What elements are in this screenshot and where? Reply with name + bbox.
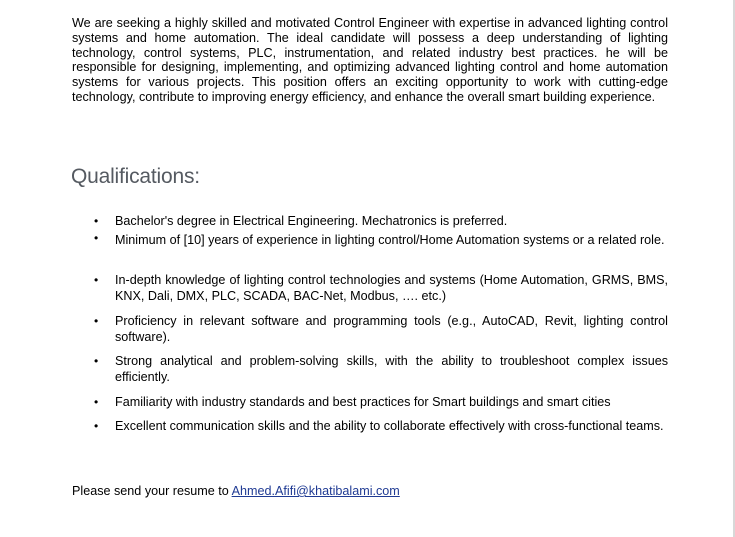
- qualification-text: Proficiency in relevant software and programming tools (e.g., AutoCAD, Revit, lighting control software).: [115, 314, 668, 344]
- contact-line: [72, 484, 400, 499]
- qualification-item: [94, 419, 668, 435]
- qualification-item: [94, 231, 668, 249]
- qualification-item: [94, 214, 668, 230]
- qualification-text: Minimum of [10] years of experience in lighting control/Home Automation systems or a related role.: [115, 233, 665, 247]
- qualification-item: [94, 314, 668, 345]
- qualifications-heading: Qualifications:: [71, 165, 200, 188]
- bullet-icon: •: [94, 231, 99, 245]
- intro-paragraph: We are seeking a highly skilled and motivated Control Engineer with expertise in advanced lighting control systems and home automation. The ideal candidate will possess a deep understanding of lighting technology, control systems, PLC, instrumentation, and related industry best practices. he will be responsible for designing, implementing, and optimizing advanced lighting control and home automation systems for various projects. This position offers an exciting opportunity to work with cutting-edge technology, contribute to improving energy efficiency, and enhance the overall smart building experience.: [72, 16, 668, 104]
- bullet-icon: •: [94, 354, 99, 368]
- qualification-item: [94, 273, 668, 304]
- qualification-text: In-depth knowledge of lighting control technologies and systems (Home Automation, GRMS, BMS, KNX, Dali, DMX, PLC, SCADA, BAC-Net, Modbus, …. etc.): [115, 273, 668, 303]
- qualification-text: Bachelor's degree in Electrical Engineering. Mechatronics is preferred.: [115, 214, 508, 228]
- qualification-text: Strong analytical and problem-solving skills, with the ability to troubleshoot complex issues efficiently.: [115, 354, 668, 384]
- bullet-icon: •: [94, 395, 99, 409]
- contact-prefix: Please send your resume to: [72, 484, 232, 498]
- qualification-text: Familiarity with industry standards and best practices for Smart buildings and smart cities: [115, 395, 611, 409]
- bullet-icon: •: [94, 214, 99, 228]
- qualification-item: [94, 395, 668, 411]
- bullet-icon: •: [94, 273, 99, 287]
- qualification-text: Excellent communication skills and the ability to collaborate effectively with cross-functional teams.: [115, 419, 664, 433]
- qualification-item: [94, 354, 668, 385]
- bullet-icon: •: [94, 419, 99, 433]
- email-link[interactable]: Ahmed.Afifi@khatibalami.com: [231, 484, 400, 498]
- bullet-icon: •: [94, 314, 99, 328]
